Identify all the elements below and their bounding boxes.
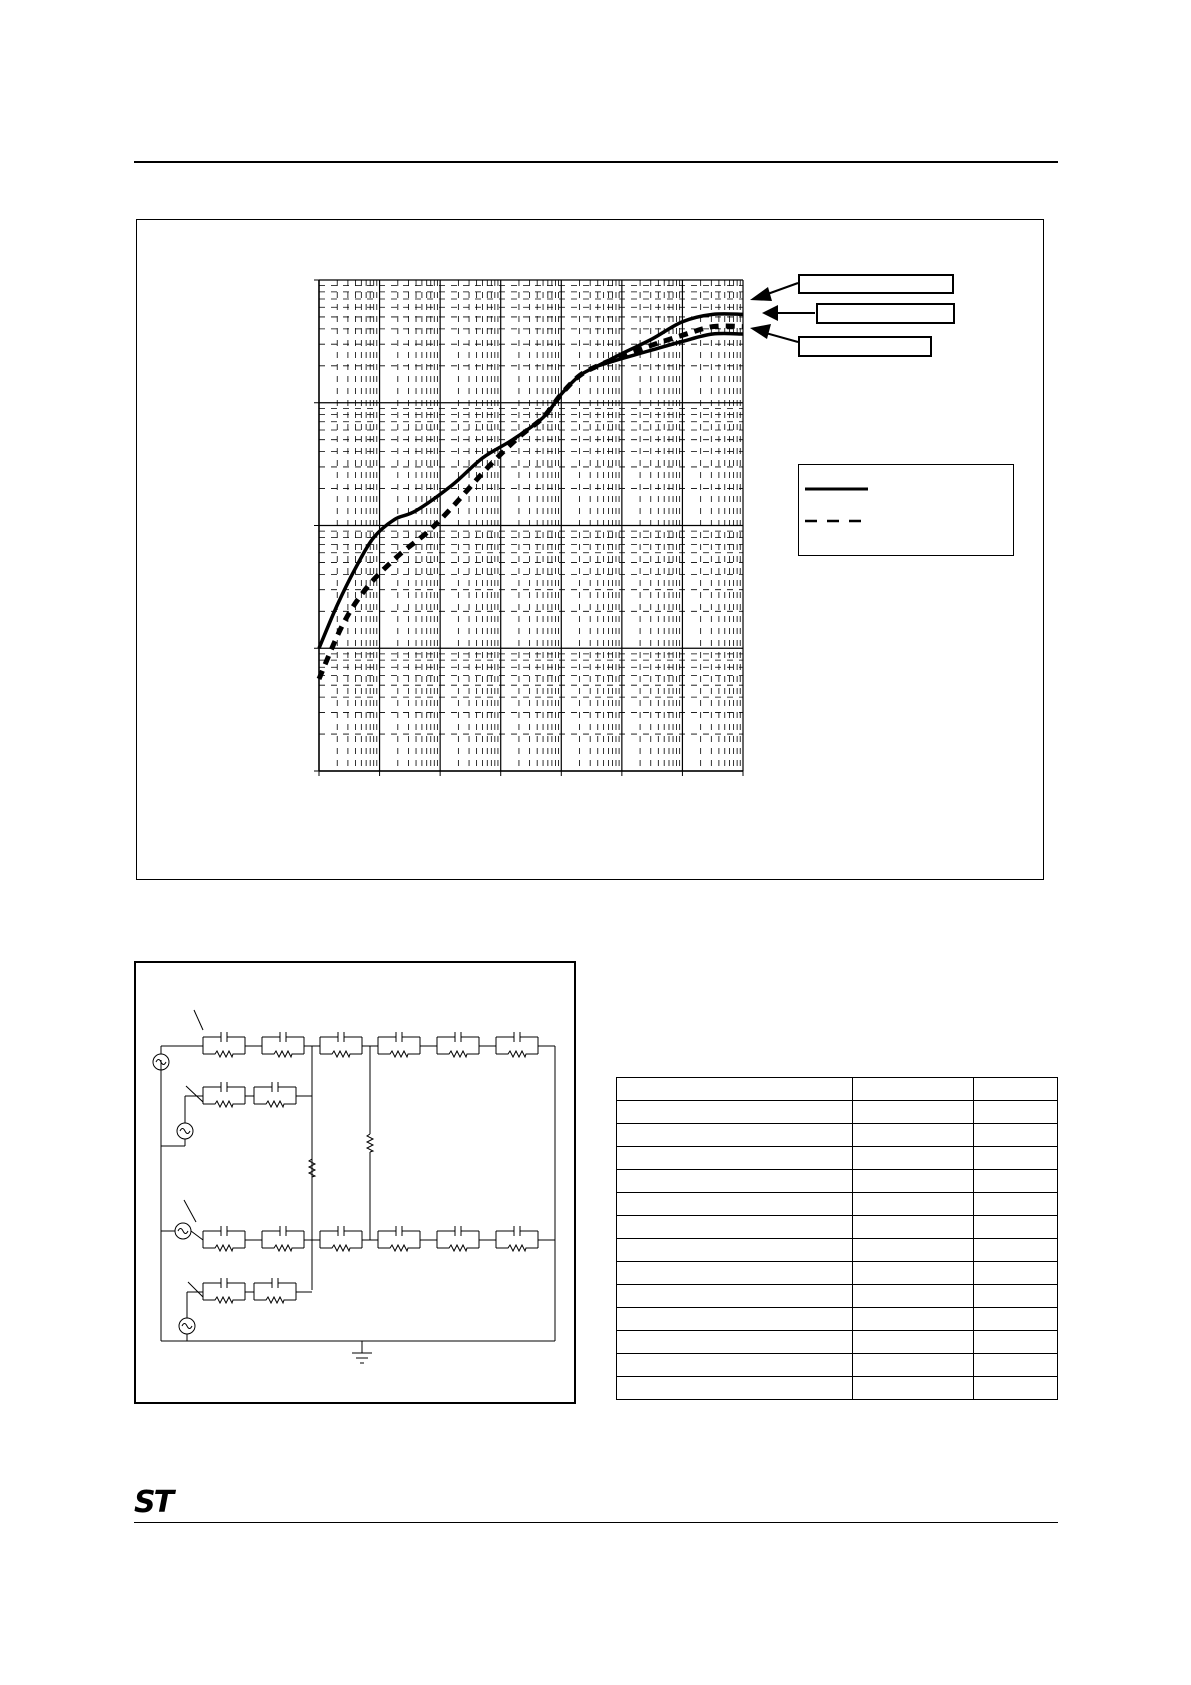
resistor: [320, 1245, 362, 1251]
table-cell: [853, 1193, 974, 1216]
resistor: [437, 1245, 479, 1251]
table-cell: [974, 1285, 1058, 1308]
st-logo-text: ST: [134, 1485, 173, 1520]
table-row: [617, 1078, 1058, 1101]
table-cell: [853, 1308, 974, 1331]
table-cell: [617, 1124, 853, 1147]
rc-cell: [203, 1032, 245, 1057]
resistor: [262, 1245, 304, 1251]
table-cell: [853, 1239, 974, 1262]
leader-4: [188, 1282, 203, 1297]
table-cell: [974, 1101, 1058, 1124]
resistor: [378, 1245, 420, 1251]
table-cell: [853, 1354, 974, 1377]
table-cell: [617, 1078, 853, 1101]
table-row: [617, 1262, 1058, 1285]
rc-cell: [437, 1032, 479, 1057]
source-wave-icon: [178, 1229, 188, 1234]
table-cell: [853, 1170, 974, 1193]
table-row: [617, 1101, 1058, 1124]
table-cell: [617, 1308, 853, 1331]
rc-cell: [203, 1226, 245, 1251]
table-row: [617, 1216, 1058, 1239]
rc-cell: [378, 1226, 420, 1251]
resistor: [437, 1051, 479, 1057]
table-row: [617, 1308, 1058, 1331]
table-cell: [974, 1239, 1058, 1262]
source-wave-icon: [182, 1324, 192, 1329]
table-cell: [853, 1124, 974, 1147]
leader-1: [194, 1010, 203, 1030]
table-row: [617, 1239, 1058, 1262]
source-wave-icon: [180, 1129, 190, 1134]
leader-3: [184, 1200, 196, 1222]
table-cell: [617, 1354, 853, 1377]
rc-cell: [496, 1226, 538, 1251]
resistor: [203, 1245, 245, 1251]
table-cell: [974, 1193, 1058, 1216]
resistor: [254, 1101, 296, 1107]
rc-cell: [254, 1278, 296, 1303]
rc-cell: [203, 1278, 245, 1303]
table-cell: [853, 1147, 974, 1170]
parameter-table: [616, 1077, 1058, 1400]
table-cell: [853, 1262, 974, 1285]
table-row: [617, 1124, 1058, 1147]
table-cell: [617, 1285, 853, 1308]
table-row: [617, 1354, 1058, 1377]
table-cell: [853, 1101, 974, 1124]
resistor: [496, 1245, 538, 1251]
table-row: [617, 1170, 1058, 1193]
resistor: [320, 1051, 362, 1057]
table-cell: [617, 1170, 853, 1193]
resistor-vertical: [367, 1134, 373, 1152]
footer-rule: [134, 1522, 1058, 1523]
table-cell: [853, 1377, 974, 1400]
rc-cell: [254, 1082, 296, 1107]
rc-cell: [496, 1032, 538, 1057]
table-cell: [853, 1216, 974, 1239]
table-row: [617, 1147, 1058, 1170]
table-cell: [853, 1331, 974, 1354]
table-row: [617, 1193, 1058, 1216]
table-cell: [974, 1170, 1058, 1193]
table-row: [617, 1285, 1058, 1308]
table-cell: [974, 1124, 1058, 1147]
resistor: [203, 1297, 245, 1303]
resistor: [254, 1297, 296, 1303]
rc-cell: [320, 1032, 362, 1057]
table-cell: [617, 1377, 853, 1400]
table-cell: [974, 1354, 1058, 1377]
table-cell: [617, 1331, 853, 1354]
table-cell: [617, 1216, 853, 1239]
rc-cell: [378, 1032, 420, 1057]
table-cell: [853, 1078, 974, 1101]
table-cell: [974, 1216, 1058, 1239]
table-cell: [974, 1262, 1058, 1285]
table-cell: [974, 1331, 1058, 1354]
resistor: [378, 1051, 420, 1057]
rc-cell: [320, 1226, 362, 1251]
rc-cell: [262, 1226, 304, 1251]
table-cell: [974, 1308, 1058, 1331]
table-cell: [617, 1101, 853, 1124]
resistor: [203, 1101, 245, 1107]
table-cell: [974, 1078, 1058, 1101]
table-cell: [974, 1147, 1058, 1170]
table-row: [617, 1377, 1058, 1400]
resistor: [496, 1051, 538, 1057]
source-wire: [191, 1231, 203, 1240]
st-logo: [134, 1485, 173, 1520]
rc-cell: [437, 1226, 479, 1251]
table-cell: [974, 1377, 1058, 1400]
resistor: [262, 1051, 304, 1057]
table-cell: [853, 1285, 974, 1308]
rc-cell: [262, 1032, 304, 1057]
table-cell: [617, 1239, 853, 1262]
table-cell: [617, 1262, 853, 1285]
rc-cell: [203, 1082, 245, 1107]
table-cell: [617, 1147, 853, 1170]
table-cell: [617, 1193, 853, 1216]
table-row: [617, 1331, 1058, 1354]
resistor: [203, 1051, 245, 1057]
leader-2: [186, 1086, 203, 1102]
